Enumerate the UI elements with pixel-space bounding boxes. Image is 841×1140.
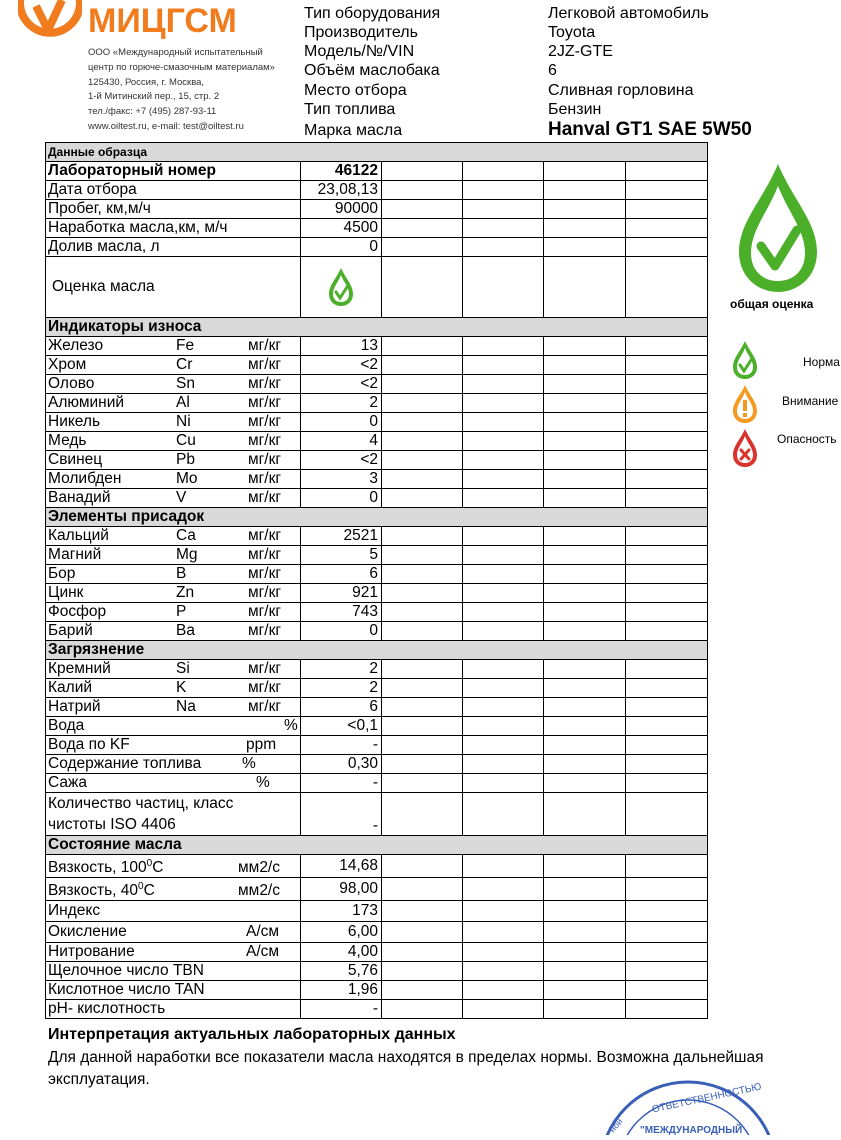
viscosity-100-label — [48, 855, 238, 877]
oxidation-label: Окисление — [48, 923, 127, 941]
table-row — [46, 1000, 708, 1019]
table-row — [46, 774, 708, 793]
overall-rating-drop-icon — [733, 160, 823, 300]
table-row — [46, 257, 708, 318]
table-row — [46, 922, 708, 943]
element-cell — [46, 622, 301, 641]
celsius-unit: С — [152, 859, 164, 877]
company-logo — [18, 0, 82, 55]
tbn-value: 5,76 — [301, 962, 382, 981]
org-line: центр по горюче-смазочным материалам» — [88, 61, 275, 73]
table-row — [46, 793, 708, 836]
element-symbol: Zn — [176, 584, 195, 601]
element-value: 2 — [301, 394, 382, 413]
element-symbol: Ni — [176, 413, 191, 430]
element-name: Магний — [48, 546, 102, 563]
viscosity-100-value: 14,68 — [301, 855, 382, 878]
element-value: 0 — [301, 489, 382, 508]
organization-info — [88, 46, 275, 135]
element-value: 13 — [301, 337, 382, 356]
element-symbol: P — [176, 603, 187, 620]
section-title: Загрязнение — [46, 641, 708, 660]
section-title: Элементы присадок — [46, 508, 708, 527]
soot-label: Сажа — [48, 774, 87, 791]
element-symbol: Ca — [176, 527, 196, 544]
element-symbol: Fe — [176, 337, 195, 354]
element-unit: мг/кг — [248, 660, 282, 677]
org-line: 125430, Россия, г. Москва, — [88, 76, 205, 88]
element-symbol: Al — [176, 394, 190, 411]
table-row — [46, 660, 708, 679]
element-value: <2 — [301, 451, 382, 470]
stamp-text: ОТВЕТСТВЕННОСТЬЮ — [651, 1081, 763, 1116]
water-unit: % — [284, 717, 298, 734]
org-line: ООО «Международный испытательный — [88, 47, 263, 58]
element-cell — [46, 603, 301, 622]
analysis-table — [45, 142, 708, 1019]
section-title: Состояние масла — [46, 836, 708, 855]
interpretation-title: Интерпретация актуальных лабораторных данных — [48, 1026, 456, 1043]
element-name: Олово — [48, 375, 95, 392]
table-row — [46, 394, 708, 413]
section-header-contamination — [46, 641, 708, 660]
element-name: Алюминий — [48, 394, 125, 411]
soot-value: - — [301, 774, 382, 793]
element-cell — [46, 451, 301, 470]
oil-rating-cell — [301, 257, 382, 318]
element-unit: мг/кг — [248, 413, 282, 430]
viscosity-100-text: Вязкость, 100 — [48, 859, 147, 877]
table-row — [46, 162, 708, 181]
element-cell — [46, 489, 301, 508]
table-row — [46, 622, 708, 641]
water-kf-unit: ppm — [246, 736, 277, 753]
element-unit: мг/кг — [248, 375, 282, 392]
viscosity-40-text: Вязкость, 40 — [48, 882, 139, 900]
element-symbol: Sn — [176, 375, 195, 392]
element-name: Калий — [48, 679, 93, 696]
fuel-content-label: Содержание топлива — [48, 755, 202, 772]
element-symbol: V — [176, 489, 187, 506]
legend-normal-label: Норма — [803, 355, 840, 369]
section-title: Данные образца — [46, 143, 708, 162]
legend-danger-label: Опасность — [777, 432, 837, 446]
sample-date-label: Дата отбора — [46, 181, 301, 200]
element-unit: мг/кг — [248, 698, 282, 715]
oil-rating-ok-icon — [327, 267, 355, 307]
element-symbol: Mg — [176, 546, 198, 563]
water-kf-value: - — [301, 736, 382, 755]
viscosity-40-unit: мм2/с — [238, 882, 280, 900]
element-value: 921 — [301, 584, 382, 603]
table-row — [46, 755, 708, 774]
table-row — [46, 878, 708, 901]
element-name: Бор — [48, 565, 76, 582]
lab-number-label: Лабораторный номер — [46, 162, 301, 181]
table-row — [46, 200, 708, 219]
table-row — [46, 565, 708, 584]
element-value: 5 — [301, 546, 382, 565]
element-value: 6 — [301, 698, 382, 717]
element-cell — [46, 584, 301, 603]
element-name: Кремний — [48, 660, 111, 677]
topup-value: 0 — [301, 238, 382, 257]
sampling-place-label: Место отбора — [304, 82, 407, 99]
legend-danger-icon — [731, 428, 759, 473]
table-row — [46, 943, 708, 962]
element-value: 0 — [301, 413, 382, 432]
section-header-additives — [46, 508, 708, 527]
particles-value: - — [301, 793, 382, 836]
element-cell — [46, 337, 301, 356]
ph-value: - — [301, 1000, 382, 1019]
element-symbol: Na — [176, 698, 196, 715]
element-value: 3 — [301, 470, 382, 489]
stamp-text: ной — [607, 1116, 625, 1135]
element-name: Кальций — [48, 527, 109, 544]
manufacturer-value: Toyota — [548, 24, 596, 41]
element-name: Никель — [48, 413, 101, 430]
tan-value: 1,96 — [301, 981, 382, 1000]
oxidation-value: 6,00 — [301, 922, 382, 943]
table-row — [46, 451, 708, 470]
table-row — [46, 679, 708, 698]
element-value: <2 — [301, 356, 382, 375]
element-name: Фосфор — [48, 603, 107, 620]
table-row — [46, 470, 708, 489]
table-row — [46, 413, 708, 432]
particles-label-line: чистоты ISO 4406 — [48, 816, 176, 833]
element-cell — [46, 698, 301, 717]
element-value: 0 — [301, 622, 382, 641]
stamp-text: "МЕЖДУНАРОДНЫЙ — [640, 1125, 743, 1135]
particles-label — [46, 793, 301, 836]
lab-number-value: 46122 — [301, 162, 382, 181]
sampling-place-value: Сливная горловина — [548, 82, 694, 99]
index-value: 173 — [301, 901, 382, 922]
element-cell — [46, 660, 301, 679]
element-cell — [46, 356, 301, 375]
nitration-cell — [46, 943, 301, 962]
oil-brand-label: Марка масла — [304, 122, 403, 139]
table-row — [46, 219, 708, 238]
nitration-label: Нитрование — [48, 943, 135, 961]
element-value: <2 — [301, 375, 382, 394]
table-row — [46, 356, 708, 375]
equipment-type-label: Тип оборудования — [304, 5, 441, 22]
element-name: Цинк — [48, 584, 84, 601]
element-name: Натрий — [48, 698, 101, 715]
oil-hours-label: Наработка масла,км, м/ч — [46, 219, 301, 238]
oil-hours-value: 4500 — [301, 219, 382, 238]
interpretation-text: Для данной наработки все показатели масла находятся в пределах нормы. Возможна дальнейшая эксплуатация. — [48, 1049, 764, 1088]
element-name: Молибден — [48, 470, 122, 487]
table-row — [46, 546, 708, 565]
oxidation-cell — [46, 922, 301, 943]
element-cell — [46, 679, 301, 698]
table-row — [46, 238, 708, 257]
element-cell — [46, 432, 301, 451]
element-value: 4 — [301, 432, 382, 451]
element-unit: мг/кг — [248, 603, 282, 620]
viscosity-40-value: 98,00 — [301, 878, 382, 901]
ph-label: pH- кислотность — [46, 1000, 301, 1019]
degree-sign: 0 — [138, 881, 144, 893]
tbn-label: Щелочное число TBN — [46, 962, 301, 981]
water-value: <0,1 — [301, 717, 382, 736]
element-cell — [46, 394, 301, 413]
oil-brand-value: Hanval GT1 SAE 5W50 — [548, 119, 752, 140]
org-line: www.oiltest.ru, e-mail: test@oiltest.ru — [88, 120, 244, 132]
particles-label-line: Количество частиц, класс — [48, 795, 234, 812]
viscosity-40-label — [48, 878, 238, 900]
company-stamp — [600, 1075, 800, 1140]
mileage-label: Пробег, км,м/ч — [46, 200, 301, 219]
element-symbol: Cu — [176, 432, 196, 449]
celsius-unit: С — [143, 882, 155, 900]
nitration-unit: А/см — [246, 943, 280, 961]
element-value: 2 — [301, 679, 382, 698]
topup-label: Долив масла, л — [46, 238, 301, 257]
viscosity-40-cell — [46, 878, 301, 901]
section-title: Индикаторы износа — [46, 318, 708, 337]
element-name: Ванадий — [48, 489, 111, 506]
soot-cell — [46, 774, 301, 793]
section-header-condition — [46, 836, 708, 855]
element-unit: мг/кг — [248, 546, 282, 563]
fuel-content-cell — [46, 755, 301, 774]
viscosity-100-unit: мм2/с — [238, 859, 280, 877]
element-symbol: Si — [176, 660, 190, 677]
table-row — [46, 489, 708, 508]
table-row — [46, 901, 708, 922]
section-header-sample — [46, 143, 708, 162]
table-row — [46, 603, 708, 622]
element-name: Барий — [48, 622, 93, 639]
element-cell — [46, 375, 301, 394]
element-name: Хром — [48, 356, 87, 373]
element-symbol: B — [176, 565, 187, 582]
element-symbol: Ba — [176, 622, 195, 639]
element-symbol: K — [176, 679, 187, 696]
fuel-content-value: 0,30 — [301, 755, 382, 774]
table-row — [46, 181, 708, 200]
element-unit: мг/кг — [248, 679, 282, 696]
table-row — [46, 736, 708, 755]
element-unit: мг/кг — [248, 527, 282, 544]
table-row — [46, 337, 708, 356]
element-symbol: Pb — [176, 451, 195, 468]
nitration-value: 4,00 — [301, 943, 382, 962]
element-cell — [46, 413, 301, 432]
fuel-content-unit: % — [242, 755, 256, 772]
oil-rating-label: Оценка масла — [46, 257, 301, 318]
element-symbol: Mo — [176, 470, 198, 487]
element-name: Железо — [48, 337, 104, 354]
equipment-type-value: Легковой автомобиль — [548, 5, 709, 22]
element-symbol: Cr — [176, 356, 193, 373]
element-value: 743 — [301, 603, 382, 622]
element-cell — [46, 565, 301, 584]
tank-volume-value: 6 — [548, 62, 557, 79]
legend-attention-icon — [731, 384, 759, 429]
fuel-type-label: Тип топлива — [304, 101, 396, 118]
table-row — [46, 855, 708, 878]
element-cell — [46, 527, 301, 546]
element-cell — [46, 546, 301, 565]
overall-rating-label: общая оценка — [730, 297, 814, 311]
element-unit: мг/кг — [248, 337, 282, 354]
element-value: 2 — [301, 660, 382, 679]
water-kf-label: Вода по KF — [48, 736, 130, 753]
table-row — [46, 375, 708, 394]
element-cell — [46, 470, 301, 489]
table-row — [46, 962, 708, 981]
section-header-wear — [46, 318, 708, 337]
water-cell — [46, 717, 301, 736]
oxidation-unit: А/см — [246, 923, 280, 941]
viscosity-100-cell — [46, 855, 301, 878]
model-value: 2JZ-GTE — [548, 43, 613, 60]
table-row — [46, 527, 708, 546]
legend-normal-icon — [731, 340, 759, 385]
element-unit: мг/кг — [248, 394, 282, 411]
fuel-type-value: Бензин — [548, 101, 602, 118]
sample-date-value: 23,08,13 — [301, 181, 382, 200]
element-unit: мг/кг — [248, 584, 282, 601]
table-row — [46, 584, 708, 603]
table-row — [46, 981, 708, 1000]
water-label: Вода — [48, 717, 85, 734]
model-label: Модель/№/VIN — [304, 43, 415, 60]
element-value: 6 — [301, 565, 382, 584]
element-name: Медь — [48, 432, 87, 449]
element-unit: мг/кг — [248, 432, 282, 449]
element-unit: мг/кг — [248, 489, 282, 506]
table-row — [46, 717, 708, 736]
logo-name: МИЦГСМ — [88, 2, 237, 40]
table-row — [46, 432, 708, 451]
tan-label: Кислотное число TAN — [46, 981, 301, 1000]
element-unit: мг/кг — [248, 451, 282, 468]
element-unit: мг/кг — [248, 622, 282, 639]
index-label: Индекс — [46, 901, 301, 922]
org-line: тел./факс: +7 (495) 287-93-11 — [88, 106, 217, 118]
element-unit: мг/кг — [248, 470, 282, 487]
tank-volume-label: Объём маслобака — [304, 62, 440, 79]
element-unit: мг/кг — [248, 356, 282, 373]
water-kf-cell — [46, 736, 301, 755]
soot-unit: % — [256, 774, 270, 791]
element-value: 2521 — [301, 527, 382, 546]
manufacturer-label: Производитель — [304, 24, 418, 41]
org-line: 1-й Митинский пер., 15, стр. 2 — [88, 91, 220, 103]
element-name: Свинец — [48, 451, 103, 468]
element-unit: мг/кг — [248, 565, 282, 582]
legend-attention-label: Внимание — [782, 394, 839, 408]
table-row — [46, 698, 708, 717]
mileage-value: 90000 — [301, 200, 382, 219]
degree-sign: 0 — [146, 858, 153, 869]
